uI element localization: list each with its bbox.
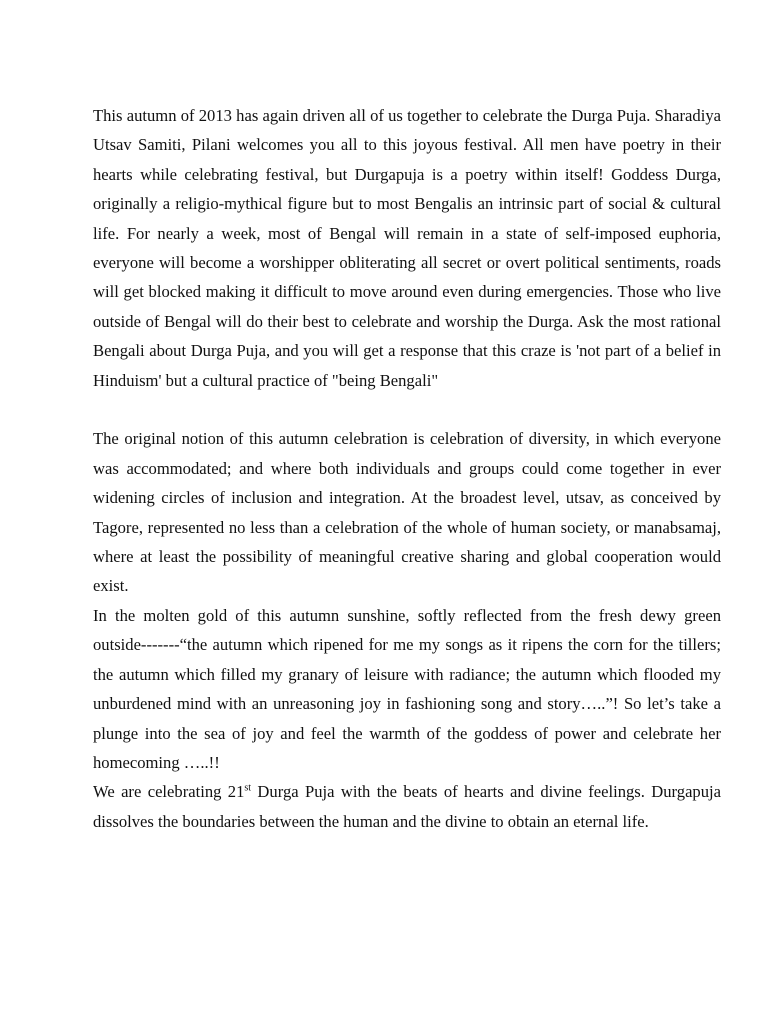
paragraph-diversity: The original notion of this autumn celebration is celebration of diversity, in which everyone was accommodated; and where both individuals and groups could come together in ever widening circles of inclusion and integration. At the broadest level, utsav, as conceived by Tagore, represented no less than a celebration of the whole of human society, or manabsamaj, where at least the possibility of meaningful creative sharing and global cooperation would exist. bbox=[93, 429, 721, 596]
paragraph-celebration bbox=[93, 777, 721, 836]
paragraph-celebration-start: We are celebrating 21 bbox=[93, 782, 245, 802]
ordinal-suffix: st bbox=[244, 782, 252, 794]
paragraph-autumn-sunshine: In the molten gold of this autumn sunshine, softly reflected from the fresh dewy green outside-------“the autumn which ripened for me my songs as it ripens the corn for the tillers; the autumn which filled my granary of leisure with radiance; the autumn which flooded my unburdened mind with an unreasoning joy in fashioning song and story…..”! So let’s take a plunge into the sea of joy and feel the warmth of the goddess of power and celebrate her homecoming …..!! bbox=[93, 605, 721, 772]
paragraph-intro: This autumn of 2013 has again driven all of us together to celebrate the Durga Puja. Sharadiya Utsav Samiti, Pilani welcomes you all to this joyous festival. All men have poetry in their hearts while celebrating festival, but Durgapuja is a poetry within itself! Goddess Durga, originally a religio-mythical figure but to most Bengalis an intrinsic part of social & cultural life. For nearly a week, most of Bengal will remain in a state of self-imposed euphoria, everyone will become a worshipper obliterating all secret or overt political sentiments, roads will get blocked making it difficult to move around even during emergencies. Those who live outside of Bengal will do their best to celebrate and worship the Durga. Ask the most rational Bengali about Durga Puja, and you will get a response that this craze is 'not part of a belief in Hinduism' but a cultural practice of "being Bengali" bbox=[93, 106, 721, 390]
document-body bbox=[93, 101, 721, 836]
paragraph-spacer bbox=[93, 395, 721, 424]
paragraph-celebration-end: Durga Puja with the beats of hearts and divine feelings. Durgapuja dissolves the boundaries between the human and the divine to obtain an eternal life. bbox=[93, 782, 722, 831]
